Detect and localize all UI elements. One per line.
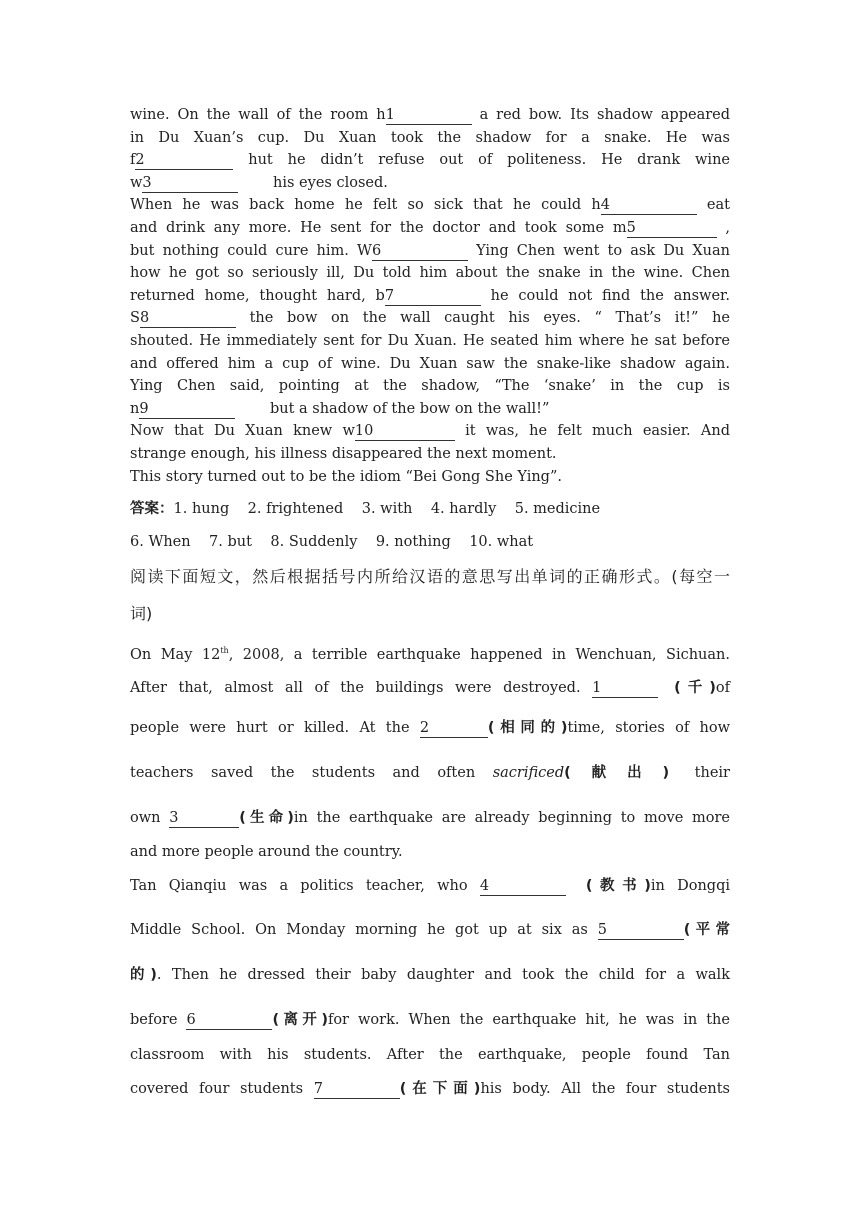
text-line: Tan Qianqiu was a politics teacher, who 4 (教书)in Dongqi: [130, 878, 730, 895]
text-line: but nothing could cure him. W6 Ying Chen went to ask Du Xuan: [130, 242, 730, 259]
text-line: After that, almost all of the buildings were destroyed. 1 (千)of: [130, 680, 730, 697]
text-line: On May 12th, 2008, a terrible earthquake happened in Wenchuan, Sichuan.: [130, 646, 730, 664]
answer-row: 6. When 7. but 8. Suddenly 9. nothing 10. what: [130, 534, 534, 551]
answer-blank[interactable]: 7: [385, 288, 481, 306]
answer-blank[interactable]: 3: [142, 175, 238, 193]
text-line: people were hurt or killed. At the 2 (相同的)time, stories of how: [130, 720, 730, 737]
text-line: f2 hut he didn’t refuse out of politeness. He drank wine: [130, 152, 730, 169]
text-line: covered four students 7 (在下面)his body. All the four students: [130, 1081, 730, 1098]
passage-2: [130, 636, 730, 1111]
answer-key: [130, 492, 730, 559]
answer-blank[interactable]: 2: [420, 720, 488, 738]
text-line: classroom with his students. After the earthquake, people found Tan: [130, 1047, 730, 1064]
answer-blank[interactable]: 6: [186, 1012, 272, 1030]
text-line: how he got so seriously ill, Du told him about the snake in the wine. Chen: [130, 265, 730, 282]
text-line: and offered him a cup of wine. Du Xuan saw the snake-like shadow again.: [130, 355, 730, 372]
answer-blank[interactable]: 4: [480, 878, 566, 896]
text-line: Now that Du Xuan knew w10 it was, he felt much easier. And: [130, 423, 730, 440]
text-line: w3 his eyes closed.: [130, 174, 388, 191]
text-line: When he was back home he felt so sick that he could h4 eat: [130, 197, 730, 214]
answer-blank[interactable]: 9: [139, 401, 235, 419]
passage-1: [130, 104, 730, 488]
document-page: [130, 104, 730, 1111]
text-line: Ying Chen said, pointing at the shadow, “The ‘snake’ in the cup is: [130, 378, 730, 395]
answer-blank[interactable]: 7: [314, 1081, 400, 1099]
answer-blank[interactable]: 5: [598, 922, 684, 940]
text-line: n9 but a shadow of the bow on the wall!”: [130, 400, 550, 417]
text-line: in Du Xuan’s cup. Du Xuan took the shadow for a snake. He was: [130, 129, 730, 146]
answer-blank[interactable]: 8: [140, 310, 236, 328]
answer-blank[interactable]: 1: [592, 680, 658, 698]
answer-blank[interactable]: 10: [355, 423, 455, 441]
instruction-line: 词): [130, 604, 153, 624]
answer-blank[interactable]: 6: [372, 243, 468, 261]
text-line: before 6 (离开)for work. When the earthquake hit, he was in the: [130, 1012, 730, 1029]
instruction-line: 阅读下面短文，然后根据括号内所给汉语的意思写出单词的正确形式。(每空一: [130, 567, 730, 587]
text-line: returned home, thought hard, b7 he could not find the answer.: [130, 287, 731, 304]
text-line: teachers saved the students and often sacrificed(献出) their: [130, 765, 730, 782]
answer-row: 答案：1. hung 2. frightened 3. with 4. hardly 5. medicine: [130, 501, 601, 518]
text-line: wine. On the wall of the room h1 a red bow. Its shadow appeared: [130, 107, 731, 123]
text-line: and drink any more. He sent for the doctor and took some m5 ,: [130, 219, 731, 236]
text-line: and more people around the country.: [130, 844, 403, 861]
text-line: strange enough, his illness disappeared the next moment.: [130, 445, 557, 462]
answer-blank[interactable]: 2: [135, 152, 233, 170]
text-line: shouted. He immediately sent for Du Xuan. He seated him where he sat before: [130, 332, 730, 349]
answer-blank[interactable]: 1: [386, 107, 472, 125]
text-line: own 3 (生命)in the earthquake are already beginning to move more: [130, 810, 730, 827]
answer-blank[interactable]: 3: [169, 810, 239, 828]
instructions: [130, 562, 730, 636]
text-line: This story turned out to be the idiom “Bei Gong She Ying”.: [130, 468, 562, 485]
answer-blank[interactable]: 4: [601, 197, 697, 215]
answer-label: 答案：: [130, 501, 174, 518]
text-line: 的). Then he dressed their baby daughter and took the child for a walk: [130, 967, 730, 984]
text-line: S8 the bow on the wall caught his eyes. “ That’s it!” he: [130, 310, 730, 327]
text-line: Middle School. On Monday morning he got up at six as 5 (平常: [130, 922, 730, 939]
answer-blank[interactable]: 5: [627, 220, 717, 238]
